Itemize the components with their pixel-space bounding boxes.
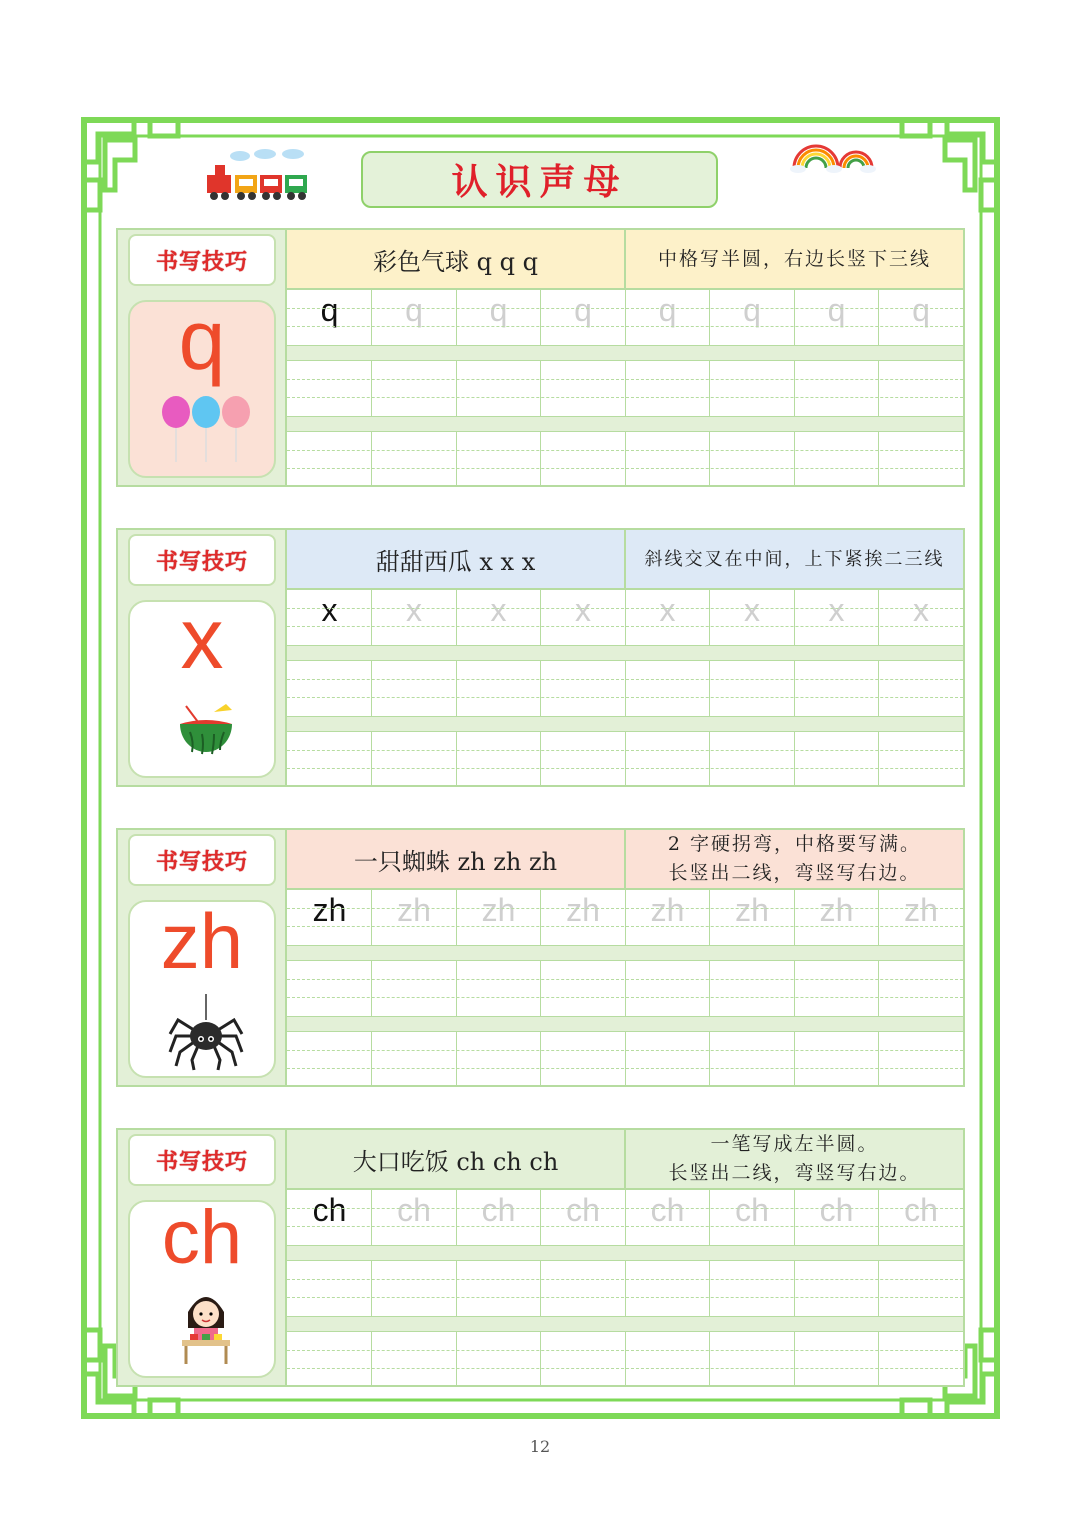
trace-letter: q bbox=[912, 292, 930, 328]
writing-cell[interactable] bbox=[287, 961, 372, 1016]
guide-line bbox=[287, 1226, 963, 1227]
guide-line bbox=[287, 379, 963, 380]
letter-picture-box bbox=[128, 897, 276, 1078]
trace-letter: x bbox=[828, 592, 845, 628]
trace-letter: q bbox=[405, 292, 423, 328]
writing-cell[interactable] bbox=[794, 661, 879, 716]
writing-tip-label: 书写技巧 bbox=[128, 834, 276, 886]
writing-tip-label: 书写技巧 bbox=[128, 1134, 276, 1186]
page-title-box bbox=[361, 151, 718, 208]
writing-cell[interactable] bbox=[456, 732, 541, 787]
writing-cell[interactable] bbox=[794, 432, 879, 487]
writing-cell[interactable] bbox=[710, 590, 795, 645]
model-letter: x bbox=[321, 592, 338, 628]
card-left-panel bbox=[118, 830, 287, 1085]
writing-cell[interactable] bbox=[456, 432, 541, 487]
writing-row[interactable] bbox=[287, 661, 963, 716]
writing-cell[interactable] bbox=[372, 661, 457, 716]
writing-cell[interactable] bbox=[710, 732, 795, 787]
card-header bbox=[287, 530, 963, 590]
note-line: 一笔写成左半圆。 bbox=[710, 1133, 879, 1155]
trace-letter: ch bbox=[481, 1192, 516, 1228]
letter-card-q bbox=[116, 228, 965, 487]
writing-cell[interactable] bbox=[794, 1032, 879, 1087]
guide-line bbox=[287, 450, 963, 451]
trace-letter: q bbox=[574, 292, 592, 328]
trace-letter: ch bbox=[566, 1192, 600, 1228]
writing-cell[interactable] bbox=[710, 432, 795, 487]
writing-cell[interactable] bbox=[879, 1032, 964, 1087]
writing-row[interactable] bbox=[287, 1190, 963, 1245]
letter-card-zh bbox=[116, 828, 965, 1087]
trace-letter: x bbox=[744, 592, 760, 628]
writing-cell[interactable] bbox=[794, 961, 879, 1016]
writing-cell[interactable] bbox=[541, 661, 626, 716]
row-separator bbox=[287, 345, 963, 361]
writing-cell[interactable] bbox=[710, 890, 795, 945]
trace-letter: zh bbox=[819, 892, 854, 928]
writing-cell[interactable] bbox=[710, 661, 795, 716]
writing-cell[interactable] bbox=[456, 1190, 541, 1245]
writing-cell[interactable] bbox=[456, 290, 541, 345]
guide-line bbox=[287, 608, 963, 609]
writing-cell[interactable] bbox=[541, 961, 626, 1016]
writing-cell[interactable] bbox=[879, 890, 964, 945]
writing-row[interactable] bbox=[287, 361, 963, 416]
writing-cell[interactable] bbox=[879, 590, 964, 645]
writing-cell[interactable] bbox=[541, 1032, 626, 1087]
letter-picture-box bbox=[128, 293, 276, 478]
writing-row[interactable] bbox=[287, 590, 963, 645]
writing-row[interactable] bbox=[287, 290, 963, 345]
row-separator bbox=[287, 945, 963, 961]
letter-picture-box bbox=[128, 591, 276, 778]
writing-cell[interactable] bbox=[710, 361, 795, 416]
trace-letter: zh bbox=[397, 892, 431, 928]
trace-letter: ch bbox=[650, 1192, 685, 1228]
writing-cell[interactable] bbox=[625, 432, 710, 487]
guide-line bbox=[287, 1368, 963, 1369]
writing-row[interactable] bbox=[287, 1261, 963, 1316]
girl-eating-icon bbox=[178, 1286, 234, 1366]
writing-cell[interactable] bbox=[879, 1261, 964, 1316]
trace-letter: x bbox=[659, 592, 676, 628]
card-note bbox=[626, 230, 963, 288]
trace-letter: ch bbox=[735, 1192, 769, 1228]
trace-letter: ch bbox=[397, 1192, 431, 1228]
big-letter: ch bbox=[161, 1195, 243, 1280]
guide-line bbox=[287, 697, 963, 698]
writing-cell[interactable] bbox=[879, 290, 964, 345]
guide-line bbox=[287, 679, 963, 680]
writing-grid bbox=[287, 590, 963, 785]
row-separator bbox=[287, 1316, 963, 1332]
trace-letter: q bbox=[658, 292, 677, 328]
writing-cell[interactable] bbox=[372, 1032, 457, 1087]
watermelon-icon bbox=[176, 702, 236, 758]
guide-line bbox=[287, 1050, 963, 1051]
note-line: 2 字硬拐弯，中格要写满。 bbox=[667, 833, 922, 855]
card-header bbox=[287, 230, 963, 290]
writing-grid bbox=[287, 890, 963, 1085]
big-letter: x bbox=[180, 591, 224, 687]
writing-cell[interactable] bbox=[879, 1332, 964, 1387]
guide-line bbox=[287, 626, 963, 627]
writing-cell[interactable] bbox=[287, 1261, 372, 1316]
trace-letter: zh bbox=[481, 892, 516, 928]
writing-cell[interactable] bbox=[625, 1190, 710, 1245]
writing-cell[interactable] bbox=[541, 1332, 626, 1387]
writing-cell[interactable] bbox=[372, 1332, 457, 1387]
card-phrase: 彩色气球 q q q bbox=[287, 230, 626, 288]
writing-cell[interactable] bbox=[456, 590, 541, 645]
letter-card-x bbox=[116, 528, 965, 787]
writing-cell[interactable] bbox=[372, 1190, 457, 1245]
trace-letter: x bbox=[406, 592, 422, 628]
card-header bbox=[287, 830, 963, 890]
guide-line bbox=[287, 1297, 963, 1298]
writing-cell[interactable] bbox=[287, 890, 372, 945]
writing-row[interactable] bbox=[287, 1332, 963, 1387]
writing-cell[interactable] bbox=[625, 890, 710, 945]
writing-cell[interactable] bbox=[625, 290, 710, 345]
writing-cell[interactable] bbox=[456, 661, 541, 716]
writing-cell[interactable] bbox=[287, 732, 372, 787]
writing-cell[interactable] bbox=[541, 1190, 626, 1245]
row-separator bbox=[287, 416, 963, 432]
writing-cell[interactable] bbox=[287, 590, 372, 645]
row-separator bbox=[287, 1245, 963, 1261]
writing-cell[interactable] bbox=[794, 361, 879, 416]
writing-row[interactable] bbox=[287, 732, 963, 787]
writing-cell[interactable] bbox=[879, 361, 964, 416]
writing-cell[interactable] bbox=[372, 361, 457, 416]
trace-letter: zh bbox=[566, 892, 600, 928]
guide-line bbox=[287, 1208, 963, 1209]
writing-cell[interactable] bbox=[541, 432, 626, 487]
trace-letter: zh bbox=[904, 892, 938, 928]
row-separator bbox=[287, 1016, 963, 1032]
guide-line bbox=[287, 1068, 963, 1069]
page-number: 12 bbox=[529, 1437, 551, 1456]
train-icon bbox=[205, 145, 315, 203]
writing-cell[interactable] bbox=[710, 1261, 795, 1316]
writing-cell[interactable] bbox=[710, 1032, 795, 1087]
guide-line bbox=[287, 908, 963, 909]
writing-row[interactable] bbox=[287, 1032, 963, 1087]
model-letter: zh bbox=[312, 892, 347, 928]
writing-cell[interactable] bbox=[541, 290, 626, 345]
card-phrase: 大口吃饭 ch ch ch bbox=[287, 1130, 626, 1188]
trace-letter: ch bbox=[904, 1192, 938, 1228]
writing-cell[interactable] bbox=[710, 1332, 795, 1387]
writing-row[interactable] bbox=[287, 890, 963, 945]
trace-letter: q bbox=[489, 292, 508, 328]
card-header bbox=[287, 1130, 963, 1190]
trace-letter: zh bbox=[650, 892, 685, 928]
writing-grid bbox=[287, 290, 963, 485]
writing-cell[interactable] bbox=[456, 961, 541, 1016]
note-line: 长竖出二线，弯竖写右边。 bbox=[668, 862, 921, 884]
writing-cell[interactable] bbox=[879, 1190, 964, 1245]
trace-letter: x bbox=[913, 592, 929, 628]
trace-letter: zh bbox=[735, 892, 769, 928]
guide-line bbox=[287, 997, 963, 998]
writing-cell[interactable] bbox=[372, 432, 457, 487]
writing-cell[interactable] bbox=[794, 732, 879, 787]
row-separator bbox=[287, 716, 963, 732]
writing-cell[interactable] bbox=[625, 732, 710, 787]
writing-cell[interactable] bbox=[879, 961, 964, 1016]
writing-cell[interactable] bbox=[794, 890, 879, 945]
writing-cell[interactable] bbox=[287, 661, 372, 716]
guide-line bbox=[287, 768, 963, 769]
writing-cell[interactable] bbox=[625, 1032, 710, 1087]
writing-cell[interactable] bbox=[372, 290, 457, 345]
writing-cell[interactable] bbox=[287, 290, 372, 345]
writing-cell[interactable] bbox=[372, 961, 457, 1016]
model-letter: ch bbox=[312, 1192, 347, 1228]
guide-line bbox=[287, 326, 963, 327]
trace-letter: q bbox=[743, 292, 761, 328]
card-phrase: 甜甜西瓜 x x x bbox=[287, 530, 626, 588]
card-left-panel bbox=[118, 1130, 287, 1385]
guide-line bbox=[287, 397, 963, 398]
trace-letter: x bbox=[575, 592, 591, 628]
letter-card-ch bbox=[116, 1128, 965, 1387]
card-phrase: 一只蜘蛛 zh zh zh bbox=[287, 830, 626, 888]
writing-cell[interactable] bbox=[879, 732, 964, 787]
trace-letter: q bbox=[827, 292, 846, 328]
guide-line bbox=[287, 926, 963, 927]
writing-cell[interactable] bbox=[794, 590, 879, 645]
guide-line bbox=[287, 1350, 963, 1351]
writing-tip-label: 书写技巧 bbox=[128, 234, 276, 286]
writing-cell[interactable] bbox=[456, 1032, 541, 1087]
writing-cell[interactable] bbox=[372, 890, 457, 945]
card-note bbox=[626, 1130, 963, 1188]
card-note bbox=[626, 530, 963, 588]
writing-cell[interactable] bbox=[456, 1332, 541, 1387]
writing-cell[interactable] bbox=[625, 361, 710, 416]
card-left-panel bbox=[118, 230, 287, 485]
note-line: 斜线交叉在中间，上下紧挨二三线 bbox=[644, 548, 945, 570]
card-note bbox=[626, 830, 963, 888]
trace-letter: ch bbox=[819, 1192, 854, 1228]
rainbow-icon bbox=[788, 138, 878, 178]
writing-cell[interactable] bbox=[541, 1261, 626, 1316]
writing-cell[interactable] bbox=[372, 732, 457, 787]
row-separator bbox=[287, 645, 963, 661]
writing-cell[interactable] bbox=[541, 732, 626, 787]
writing-cell[interactable] bbox=[625, 1261, 710, 1316]
writing-cell[interactable] bbox=[794, 1261, 879, 1316]
writing-cell[interactable] bbox=[625, 961, 710, 1016]
writing-cell[interactable] bbox=[541, 890, 626, 945]
note-line: 长竖出二线，弯竖写右边。 bbox=[668, 1162, 921, 1184]
writing-row[interactable] bbox=[287, 432, 963, 487]
guide-line bbox=[287, 308, 963, 309]
writing-tip-label: 书写技巧 bbox=[128, 534, 276, 586]
writing-cell[interactable] bbox=[287, 1332, 372, 1387]
balloons-icon bbox=[158, 394, 254, 464]
card-left-panel bbox=[118, 530, 287, 785]
writing-grid bbox=[287, 1190, 963, 1385]
writing-cell[interactable] bbox=[625, 1332, 710, 1387]
letter-picture-box bbox=[128, 1195, 276, 1378]
writing-cell[interactable] bbox=[794, 1190, 879, 1245]
spider-icon bbox=[168, 994, 244, 1072]
writing-cell[interactable] bbox=[372, 590, 457, 645]
writing-cell[interactable] bbox=[794, 290, 879, 345]
big-letter: q bbox=[178, 293, 226, 387]
model-letter: q bbox=[320, 292, 339, 328]
writing-cell[interactable] bbox=[879, 661, 964, 716]
writing-cell[interactable] bbox=[372, 1261, 457, 1316]
writing-cell[interactable] bbox=[794, 1332, 879, 1387]
guide-line bbox=[287, 468, 963, 469]
trace-letter: x bbox=[490, 592, 507, 628]
writing-cell[interactable] bbox=[456, 1261, 541, 1316]
writing-cell[interactable] bbox=[710, 1190, 795, 1245]
writing-cell[interactable] bbox=[541, 361, 626, 416]
writing-cell[interactable] bbox=[456, 361, 541, 416]
writing-cell[interactable] bbox=[287, 361, 372, 416]
guide-line bbox=[287, 979, 963, 980]
note-line: 中格写半圆，右边长竖下三线 bbox=[657, 247, 931, 270]
guide-line bbox=[287, 750, 963, 751]
writing-row[interactable] bbox=[287, 961, 963, 1016]
guide-line bbox=[287, 1279, 963, 1280]
writing-cell[interactable] bbox=[625, 590, 710, 645]
writing-cell[interactable] bbox=[710, 290, 795, 345]
writing-cell[interactable] bbox=[710, 961, 795, 1016]
writing-cell[interactable] bbox=[625, 661, 710, 716]
writing-cell[interactable] bbox=[456, 890, 541, 945]
writing-cell[interactable] bbox=[287, 1032, 372, 1087]
writing-cell[interactable] bbox=[541, 590, 626, 645]
big-letter: zh bbox=[160, 897, 244, 985]
page-title: 认识声母 bbox=[451, 161, 628, 203]
writing-cell[interactable] bbox=[287, 1190, 372, 1245]
writing-cell[interactable] bbox=[879, 432, 964, 487]
writing-cell[interactable] bbox=[287, 432, 372, 487]
